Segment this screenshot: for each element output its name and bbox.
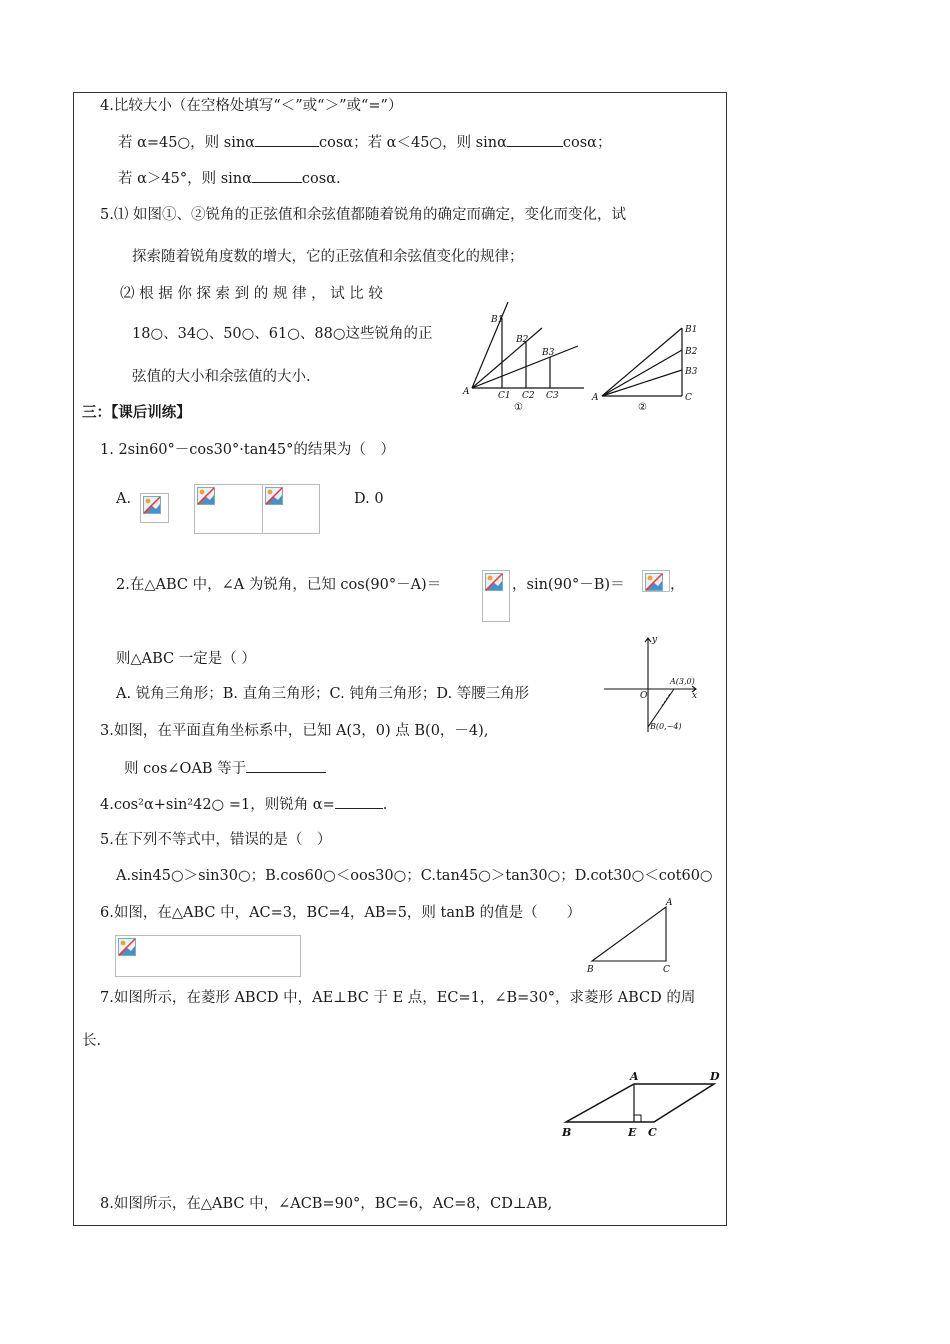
fig1-label: C2 [522,391,535,401]
broken-image-icon [642,570,670,592]
p8-question: 8.如图所示，在△ABC 中，∠ACB=90°，BC=6，AC=8，CD⊥AB, [100,1196,553,1212]
q5-line4: 18○、34○、50○、61○、88○这些锐角的正 [132,326,433,342]
rhombus-label: C [648,1126,657,1139]
p1-option-a: A. [116,491,132,507]
p2-options: A. 锐角三角形；B. 直角三角形；C. 钝角三角形；D. 等腰三角形 [116,686,530,702]
answer-blank[interactable] [255,132,319,147]
figure-2 [590,318,710,414]
figure-1 [458,298,588,414]
broken-image-icon [140,493,169,523]
broken-image-icon [194,484,264,534]
answer-blank[interactable] [252,168,302,183]
fig1-label: B2 [516,335,529,345]
q5-line5: 弦值的大小和余弦值的大小. [132,369,311,385]
section-heading: 三：【课后训练】 [82,404,191,421]
rhombus-label: A [630,1070,639,1083]
triangle-figure [584,897,680,977]
fig2-label: A [592,393,599,403]
triangle-label: C [663,965,670,975]
fig1-label: B3 [542,348,555,358]
q5-line2: 探索随着锐角度数的增大，它的正弦值和余弦值变化的规律； [132,249,524,265]
p2-question: 2.在△ABC 中，∠A 为锐角，已知 cos(90°－A)＝ [116,577,442,593]
coord-label: x [692,691,698,701]
p1-option-d: D. 0 [354,491,384,507]
q4-line1: 若 α=45○，则 sinα cosα；若 α＜45○，则 sinα cosα； [118,132,611,153]
p6-question: 6.如图，在△ABC 中，AC=3，BC=4，AB=5，则 tanB 的值是（ ） [100,905,582,921]
rhombus-label: D [710,1070,720,1083]
p2-question-c: ， [670,577,685,593]
fig1-label: C1 [498,391,511,401]
rhombus-figure [558,1066,728,1142]
p7-line2: 长. [82,1033,102,1049]
p1-question: 1. 2sin60°－cos30°·tan45°的结果为（ ） [100,442,395,458]
answer-blank[interactable] [335,794,383,809]
fig2-label: B3 [685,367,698,377]
p7-line1: 7.如图所示，在菱形 ABCD 中，AE⊥BC 于 E 点，EC=1，∠B=30°，求菱形 ABCD 的周 [100,990,696,1006]
p4-question: 4.cos²α+sin²42○ =1，则锐角 α= . [100,794,387,815]
p5-question: 5.在下列不等式中，错误的是（ ） [100,832,332,848]
broken-image-icon [482,570,510,622]
q5-line3: ⑵ 根 据 你 探 索 到 的 规 律 ， 试 比 较 [120,286,383,302]
q4-title: 4.比较大小（在空格处填写“＜”或“＞”或“=”） [100,98,403,114]
answer-blank[interactable] [507,132,563,147]
coord-label: A(3,0) [670,677,695,686]
fig2-label: C [685,393,692,403]
q5-line1: 5.⑴ 如图①、②锐角的正弦值和余弦值都随着锐角的确定而确定，变化而变化，试 [100,207,626,223]
coordinate-figure [600,632,704,736]
triangle-label: B [587,965,594,975]
coord-label: y [652,635,658,645]
fig1-label: B1 [491,315,504,325]
fig2-label: B2 [685,347,698,357]
fig1-label: A [463,387,470,397]
fig1-label: C3 [546,391,559,401]
broken-image-icon [262,484,320,534]
q4-line2: 若 α＞45°，则 sinα cosα. [118,168,341,189]
fig1-caption: ① [514,402,523,413]
coord-label: B(0,−4) [650,722,682,731]
p3-line2: 则 cos∠OAB 等于 [124,758,326,779]
fig2-label: B1 [685,325,698,335]
coord-label: O [640,691,648,701]
p5-options: A.sin45○＞sin30○；B.cos60○＜oos30○；C.tan45○＞tan30○；D.cot30○＜cot60○ [116,868,713,884]
broken-image-icon [115,935,301,977]
answer-blank[interactable] [246,758,326,773]
rhombus-label: E [628,1126,637,1139]
fig2-caption: ② [638,402,647,413]
triangle-label: A [666,898,673,908]
rhombus-label: B [562,1126,572,1139]
p2-line2: 则△ABC 一定是（ ） [116,651,256,667]
p2-question-b: ，sin(90°－B)＝ [512,577,625,593]
p3-line1: 3.如图，在平面直角坐标系中，已知 A(3，0) 点 B(0，－4), [100,723,489,739]
